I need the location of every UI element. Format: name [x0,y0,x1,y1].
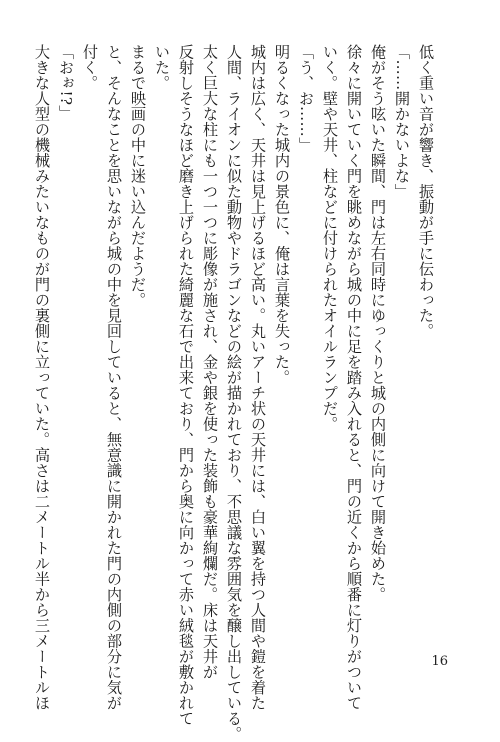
text-line: 「う、お……」 [297,44,315,153]
text-line: 「……開かないよな」 [393,44,411,199]
text-line: いた。 [153,44,171,91]
text-line: 城内は広く、天井は見上げるほど高い。丸いアーチ状の天井には、白い翼を持つ人間や鎧を着た [249,44,267,711]
text-line: まるで映画の中に迷い込んだようだ。 [129,44,147,308]
text-line: 徐々に開いていく門を眺めながら城の中に足を踏み入れると、門の近くから順番に灯りがついて [345,44,363,711]
text-line: 付く。 [81,44,99,91]
text-line: 太く巨大な柱にも一つ一つに彫像が施され、金や銀を使った装飾も豪華絢爛だ。床は天井が [201,44,219,680]
text-line: 人間、ライオンに似た動物やドラゴンなどの絵が描かれており、不思議な雰囲気を醸し出している。 [225,44,243,742]
text-line: いく。壁や天井、柱などに付けられたオイルランプだ。 [321,44,339,432]
text-line: 明るくなった城内の景色に、俺は言葉を失った。 [273,44,291,385]
page-number: 16 [431,654,448,669]
text-line: 低く重い音が響き、振動が手に伝わった。 [417,44,435,339]
text-line: 大きな人型の機械みたいなものが門の裏側に立っていた。高さは二メートル半から三メートルほ [33,44,51,711]
body-text [33,44,438,742]
text-line: と、そんなことを思いながら城の中を見回していると、無意識に開かれた門の内側の部分に気が [105,44,123,711]
text-line: 「おぉ!?」 [57,44,75,121]
text-line: 反射しそうなほど磨き上げられた綺麗な石で出来ており、門から奥に向かって赤い絨毯が敷かれて [177,44,195,726]
text-line: 俺がそう呟いた瞬間、門は左右同時にゆっくりと城の内側に向けて開き始めた。 [369,44,387,602]
